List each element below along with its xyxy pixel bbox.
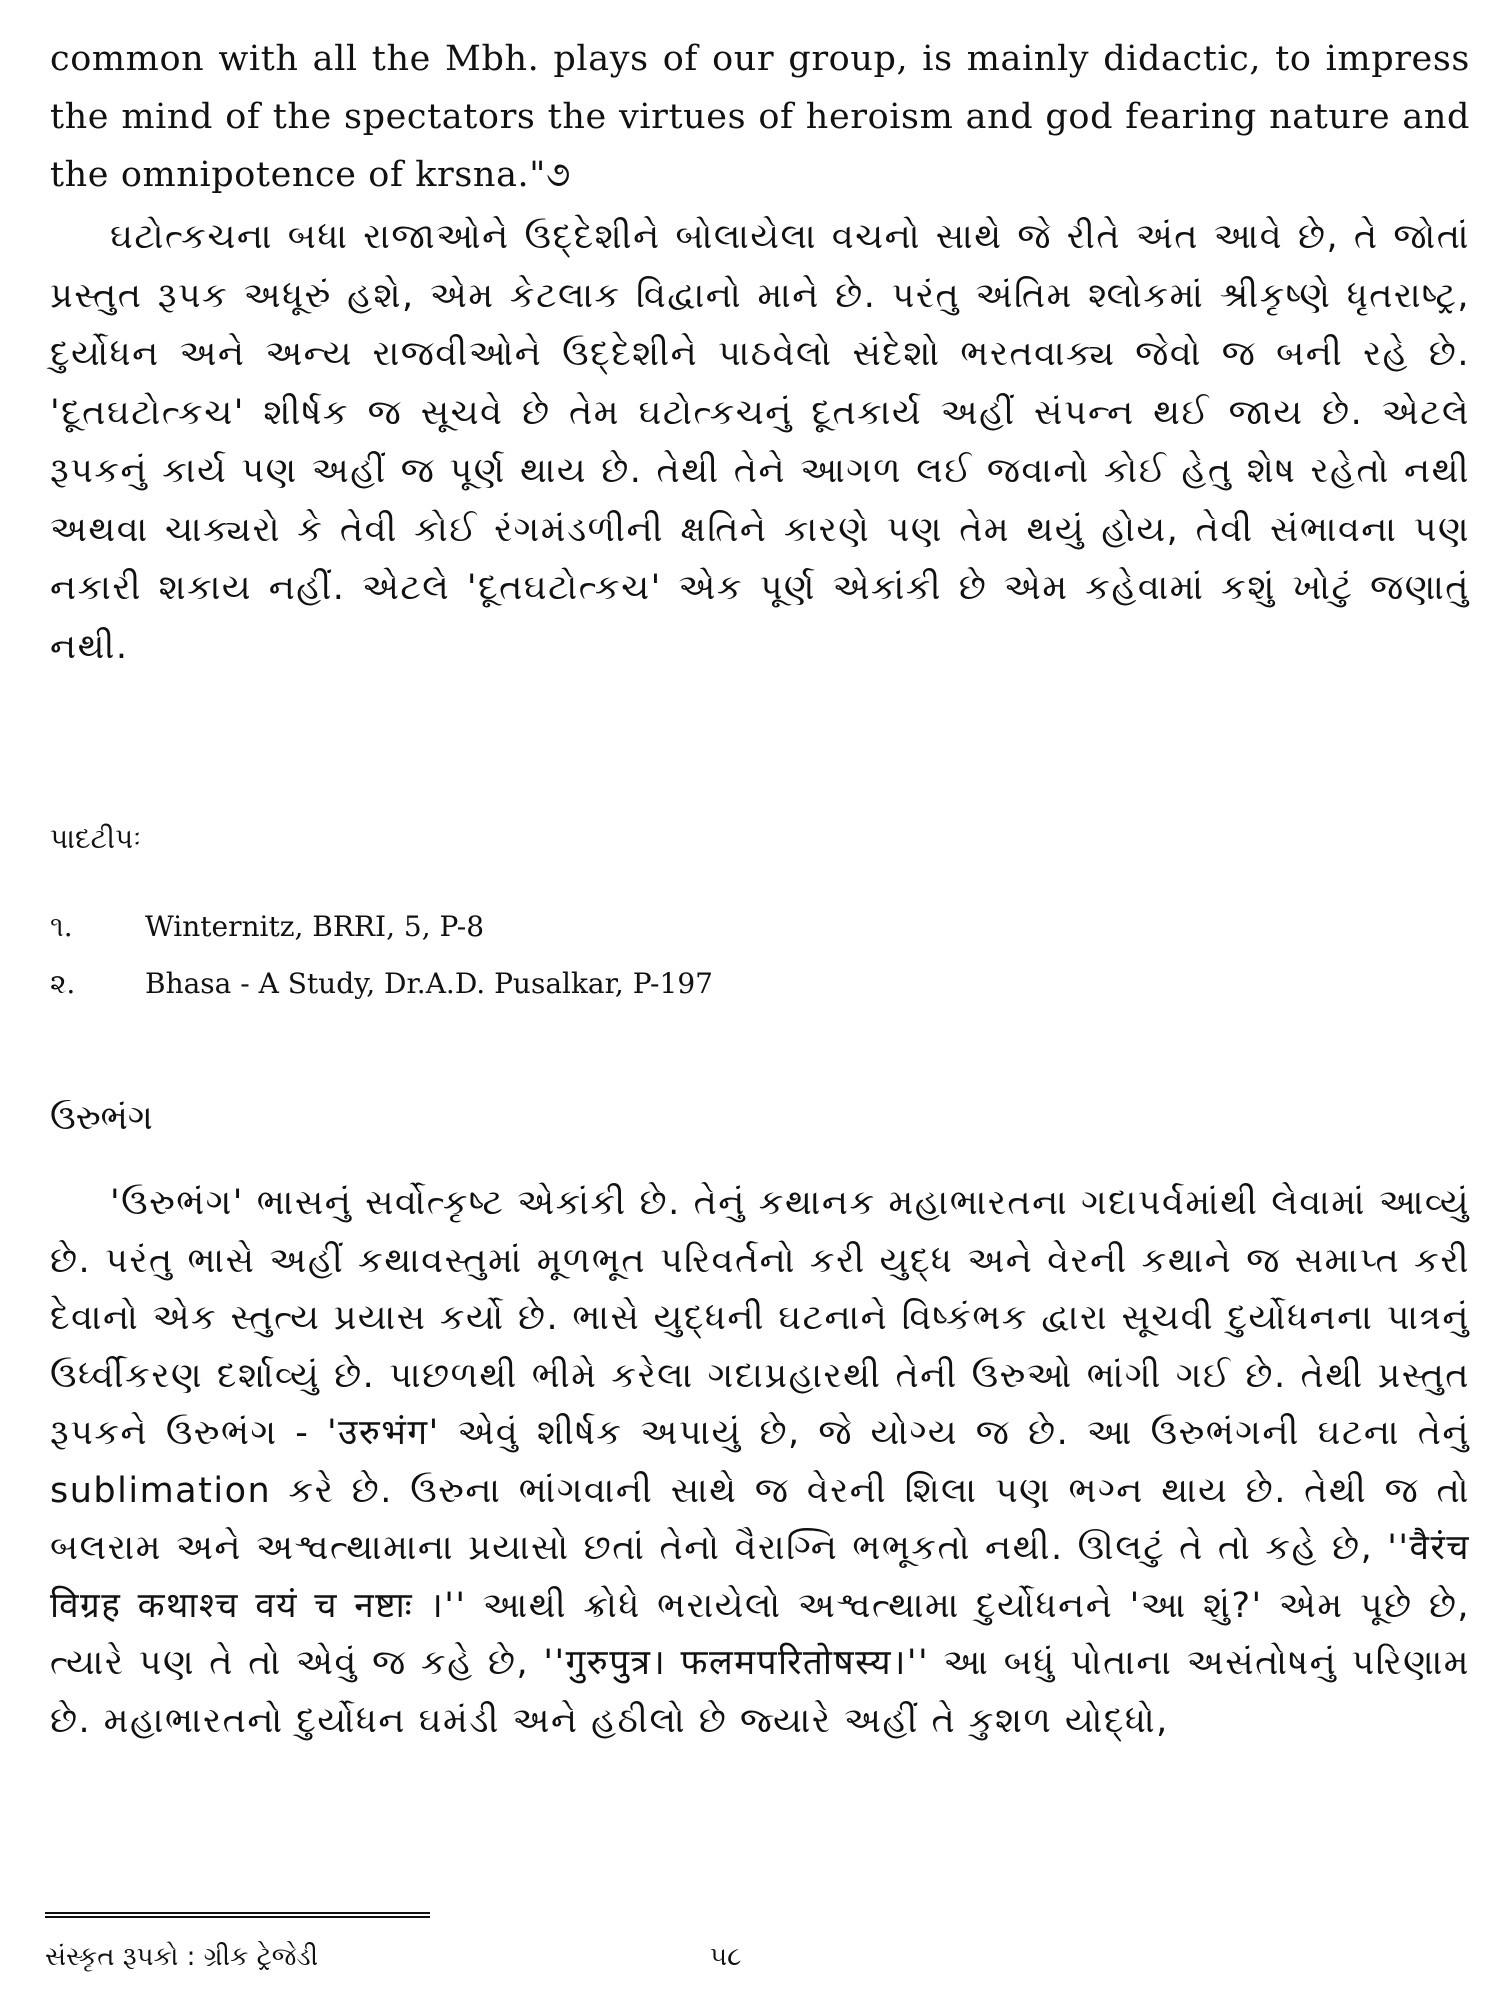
footnote-text: Bhasa - A Study, Dr.A.D. Pusalkar, P-197 bbox=[145, 967, 713, 1000]
footnotes-heading: પાદટીપઃ bbox=[50, 822, 142, 855]
footnote-number: ૨. bbox=[50, 967, 76, 1000]
page-number: ૫૮ bbox=[710, 1942, 742, 1972]
footnote-item bbox=[50, 967, 713, 1001]
top-paragraph: common with all the Mbh. plays of our group, is mainly didactic, to impress the mind of the spectators the virtues of heroism and god fearing nature and the omnipotence of krsna."૭ bbox=[50, 39, 1470, 195]
book-title: સંસ્કૃત રૂપકો : ગ્રીક ટ્રેજેડી bbox=[45, 1942, 319, 1972]
paragraph-dutaghatotkacha: ઘટોત્કચના બધા રાજાઓને ઉદ્દેશીને બોલાયેલા વચનો સાથે જે રીતે અંત આવે છે, તે જોતાં પ્રસ્તુત રૂપક અધૂરું હશે, એમ કેટલાક વિદ્વાનો માને છે. પરંતુ અંતિમ શ્લોકમાં શ્રીકૃષ્ણે ધૃતરાષ્ટ્ર, દુર્યોધન અને અન્ય રાજવીઓને ઉદ્દેશીને પાઠવેલો સંદેશો ભરતવાક્ય જેવો જ બની રહે છે. 'દૂતઘટોત્કચ' શીર્ષક જ સૂચવે છે તેમ ઘટોત્કચનું દૂતકાર્ય અહીં સંપન્ન થઈ જાય છે. એટલે રૂપકનું કાર્ય પણ અહીં જ પૂર્ણ થાય છે. તેથી તેને આગળ લઈ જવાનો કોઈ હેતુ શેષ રહેતો નથી અથવા ચાક્યરો કે તેવી કોઈ રંગમંડળીની ક્ષતિને કારણે પણ તેમ થયું હોય, તેવી સંભાવના પણ નકારી શકાય નહીં. એટલે 'દૂતઘટોત્કચ' એક પૂર્ણ એકાંકી છે એમ કહેવામાં કશું ખોટું જણાતું નથી. bbox=[50, 217, 1470, 667]
paragraph-urubhanga: 'ઉરુભંગ' ભાસનું સર્વોત્કૃષ્ટ એકાંકી છે. તેનું કથાનક મહાભારતના ગદાપર્વમાંથી લેવામાં આવ્યું છે. પરંતુ ભાસે અહીં કથાવસ્તુમાં મૂળભૂત પરિવર્તનો કરી યુદ્ધ અને વેરની કથાને જ સમાપ્ત કરી દેવાનો એક સ્તુત્ય પ્રયાસ કર્યો છે. ભાસે યુદ્ધની ઘટનાને વિષ્કંભક દ્વારા સૂચવી દુર્યોધનના પાત્રનું ઉર્ધ્વીકરણ દર્શાવ્યું છે. પાછળથી ભીમે કરેલા ગદાપ્રહારથી તેની ઉરુઓ ભાંગી ગઈ છે. તેથી પ્રસ્તુત રૂપકને ઉરુભંગ - 'उरुभंग' એવું શીર્ષક અપાયું છે, જે યોગ્ય જ છે. આ ઉરુભંગની ઘટના તેનું sublimation કરે છે. ઉરુના ભાંગવાની સાથે જ વેરની શિલા પણ ભગ્ન થાય છે. તેથી જ તો બલરામ અને અશ્વત્થામાના પ્રયાસો છતાં તેનો વૈરાગ્નિ ભભૂકતો નથી. ઊલટું તે તો કહે છે, ''वैरंच विग्रह कथाश्च वयं च नष्टाः ।'' આથી ક્રોધે ભરાયેલો અશ્વત્થામા દુર્યોધનને 'આ શું?' એમ પૂછે છે, ત્યારે પણ તે તો એવું જ કહે છે, ''गुरुपुत्र। फलमपरितोषस्य।'' આ બધું પોતાના અસંતોષનું પરિણામ છે. મહાભારતનો દુર્યોધન ઘમંડી અને હઠીલો છે જ્યારે અહીં તે કુશળ યોદ્ધો, bbox=[50, 1183, 1470, 1741]
footnote-text: Winternitz, BRRI, 5, P-8 bbox=[145, 910, 485, 943]
footnote-number: ૧. bbox=[50, 910, 73, 943]
footnote-item bbox=[50, 910, 484, 944]
section-heading: ઉરુભંગ bbox=[50, 1098, 153, 1138]
footer-rule bbox=[45, 1912, 430, 1918]
